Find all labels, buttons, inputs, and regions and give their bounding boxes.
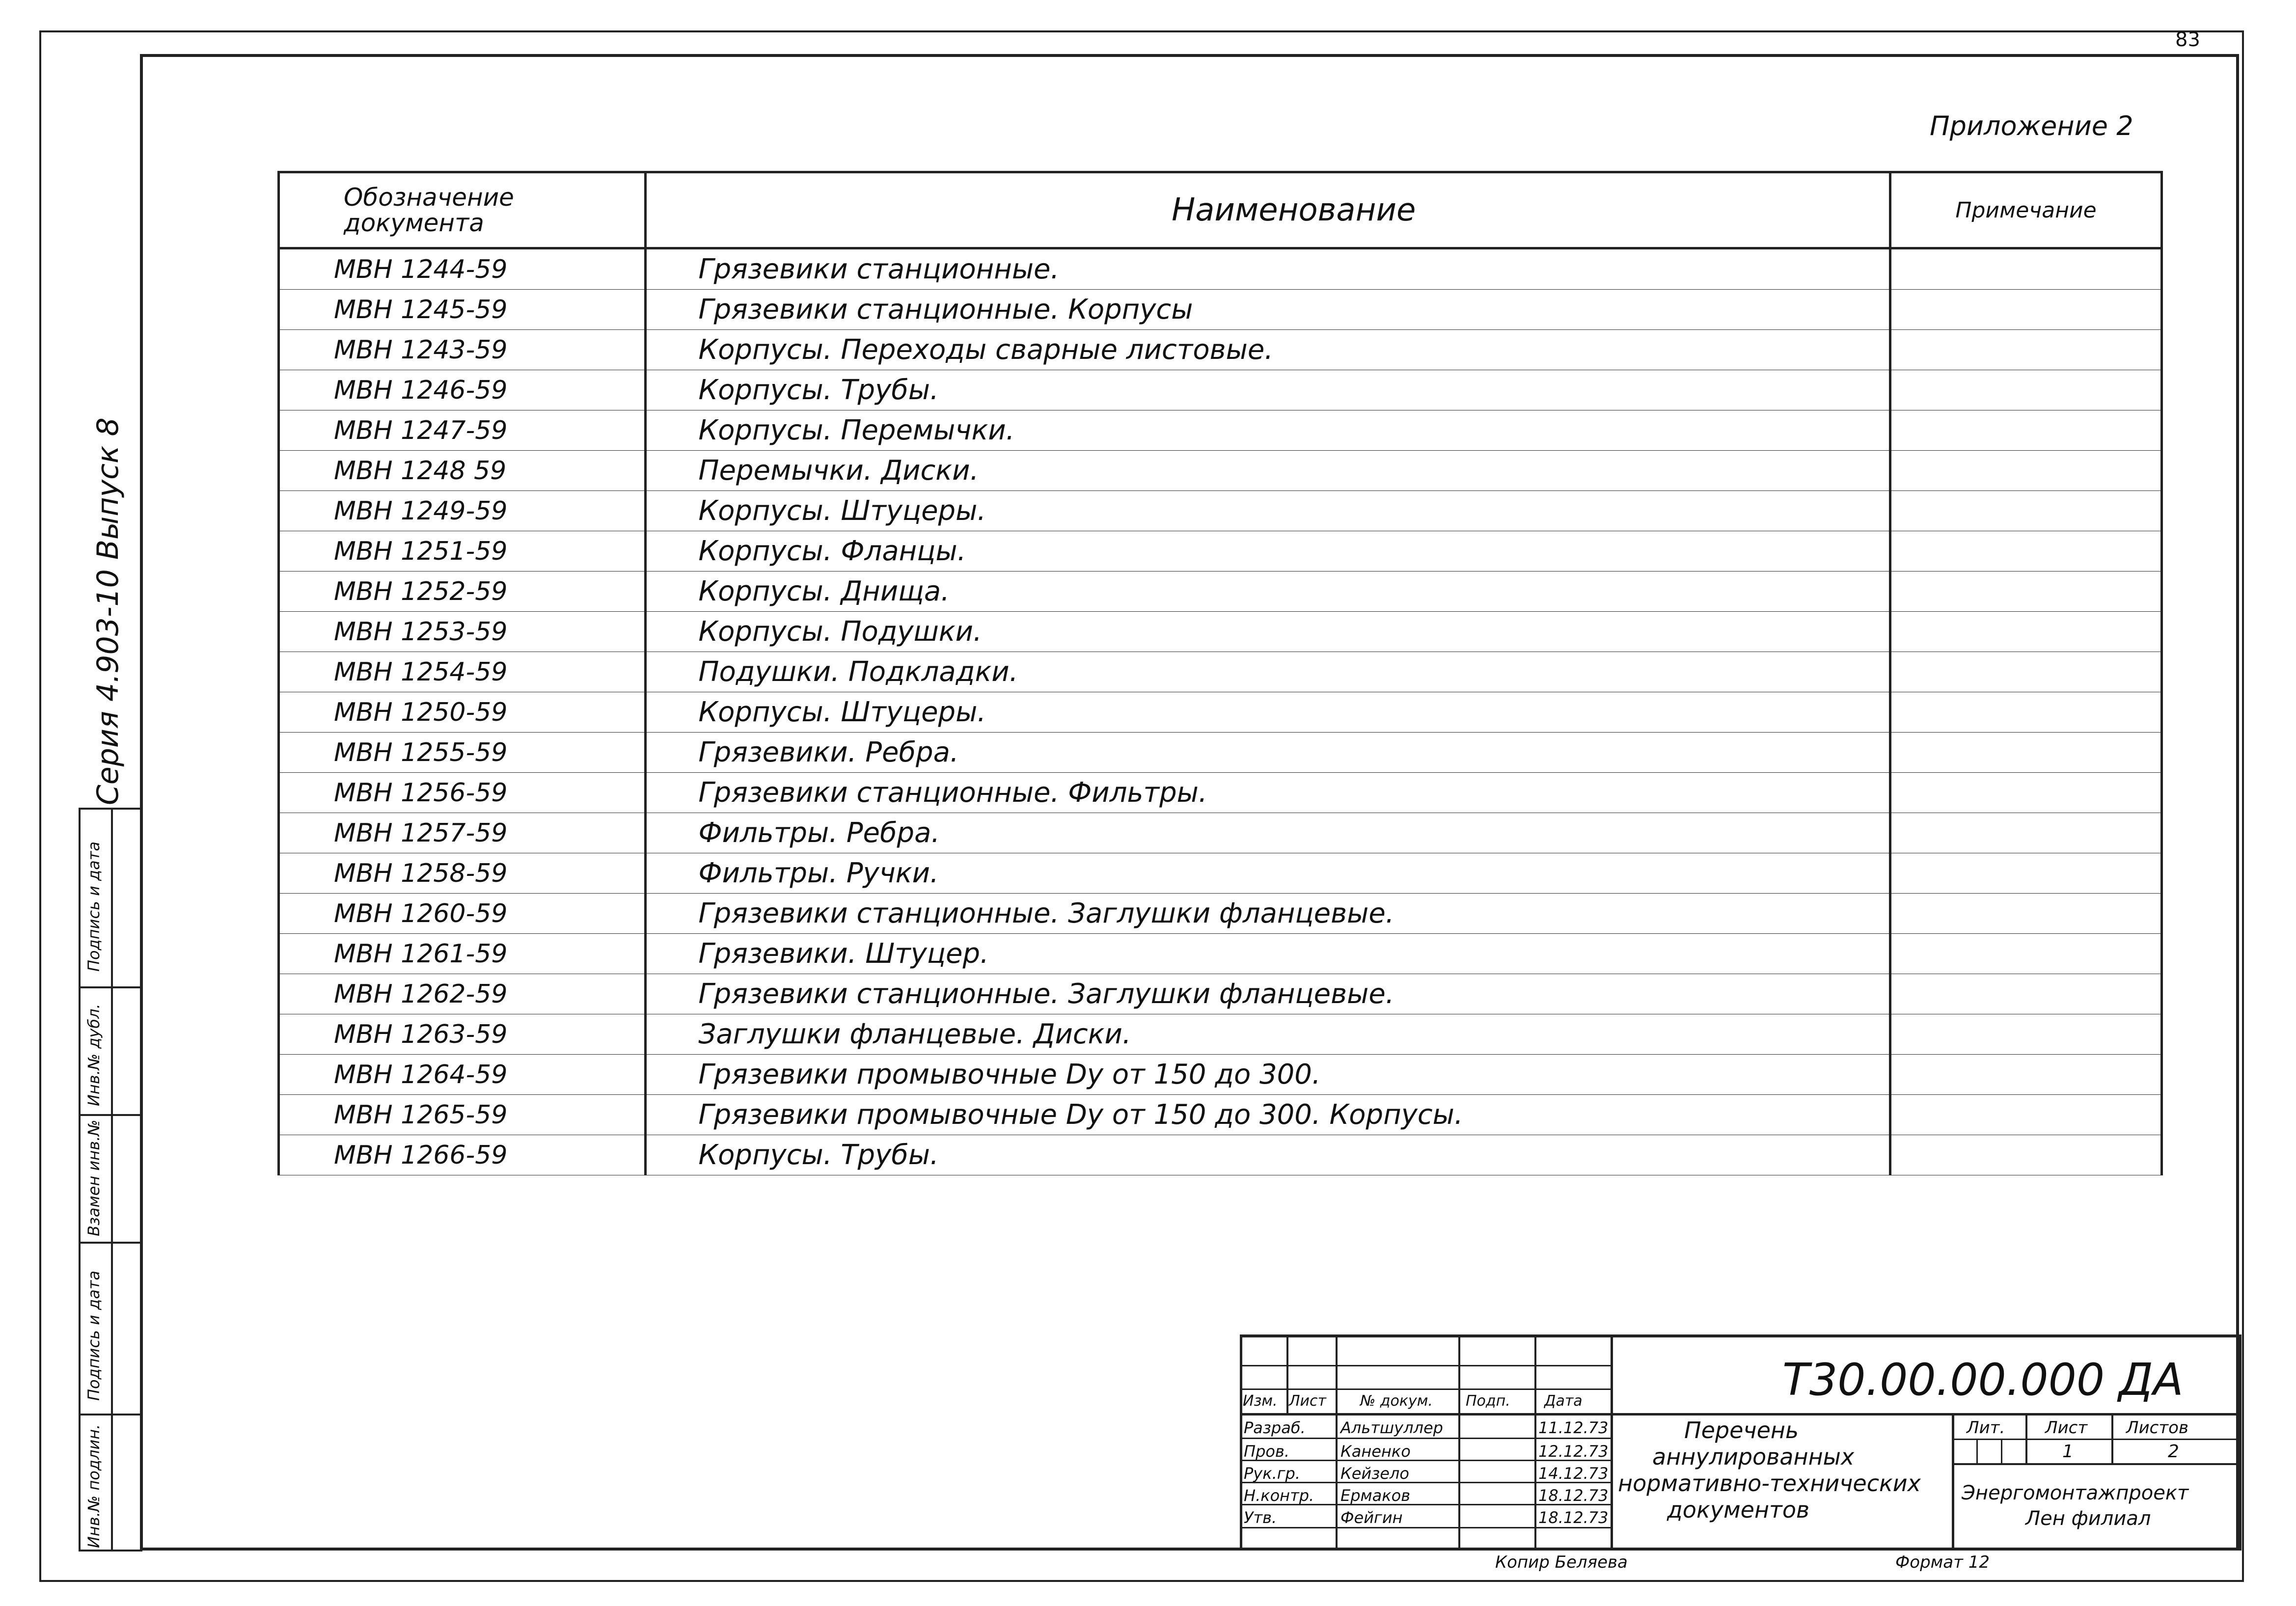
document-name: Корпусы. Штуцеры. — [646, 692, 1890, 733]
annulled-documents-table — [277, 171, 2163, 1175]
doc-title-line-3: нормативно-технических — [1618, 1470, 1921, 1497]
document-code: МВН 1244-59 — [279, 248, 646, 290]
document-note — [1890, 894, 2162, 934]
table-row — [279, 290, 2162, 330]
document-note — [1890, 451, 2162, 491]
role-name: Кейзело — [1340, 1464, 1409, 1483]
strip-label: Инв.№ подлин. — [84, 1424, 103, 1548]
role-date: 14.12.73 — [1538, 1464, 1609, 1483]
role-label: Н.контр. — [1244, 1486, 1314, 1505]
document-name: Корпусы. Подушки. — [646, 612, 1890, 652]
table-row — [279, 1055, 2162, 1095]
table-row — [279, 248, 2162, 290]
table-row — [279, 813, 2162, 853]
table-row — [279, 1014, 2162, 1055]
org-line-2: Лен филиал — [2025, 1507, 2151, 1530]
table-row — [279, 894, 2162, 934]
strip-label: Инв.№ дубл. — [84, 1004, 103, 1106]
table-row — [279, 733, 2162, 773]
document-note — [1890, 934, 2162, 974]
document-name: Заглушки фланцевые. Диски. — [646, 1014, 1890, 1055]
table-row — [279, 491, 2162, 531]
table-row — [279, 370, 2162, 410]
binding-strip — [79, 808, 142, 1552]
document-name: Корпусы. Днища. — [646, 572, 1890, 612]
document-note — [1890, 813, 2162, 853]
series-label: Серия 4.903-10 Выпуск 8 — [91, 417, 125, 805]
document-code: МВН 1261-59 — [279, 934, 646, 974]
doc-title-line-1: Перечень — [1684, 1417, 1799, 1443]
document-name: Грязевики станционные. Фильтры. — [646, 773, 1890, 813]
rev-header-sheet: Лист — [1289, 1392, 1327, 1410]
table-row — [279, 934, 2162, 974]
document-code: МВН 1248 59 — [279, 451, 646, 491]
document-note — [1890, 572, 2162, 612]
document-code: МВН 1246-59 — [279, 370, 646, 410]
document-note — [1890, 1055, 2162, 1095]
document-note — [1890, 853, 2162, 894]
table-row — [279, 652, 2162, 692]
role-label: Утв. — [1244, 1508, 1277, 1527]
rev-header-signature: Подп. — [1466, 1392, 1510, 1410]
sheet-label: Лист — [2045, 1418, 2088, 1438]
title-block — [1240, 1334, 2241, 1551]
document-name: Корпусы. Трубы. — [646, 370, 1890, 410]
document-note — [1890, 491, 2162, 531]
document-code: МВН 1266-59 — [279, 1135, 646, 1175]
document-code: МВН 1253-59 — [279, 612, 646, 652]
strip-cell-replaced-inv — [81, 1114, 140, 1242]
document-name: Грязевики станционные. — [646, 248, 1890, 290]
header-name: Наименование — [646, 172, 1890, 248]
document-note — [1890, 370, 2162, 410]
table-row — [279, 853, 2162, 894]
strip-label: Подпись и дата — [84, 841, 103, 972]
role-name: Фейгин — [1340, 1508, 1403, 1527]
strip-cell-signature-date — [81, 1242, 140, 1414]
role-name: Каненко — [1340, 1442, 1411, 1461]
document-note — [1890, 531, 2162, 572]
strip-cell-signature-date-top — [81, 810, 140, 986]
role-date: 12.12.73 — [1538, 1442, 1609, 1461]
role-label: Пров. — [1244, 1442, 1289, 1461]
table-row — [279, 572, 2162, 612]
strip-label: Подпись и дата — [84, 1270, 103, 1401]
document-name: Грязевики промывочные Dy от 150 до 300. — [646, 1055, 1890, 1095]
document-code: МВН 1245-59 — [279, 290, 646, 330]
document-code: МВН 1265-59 — [279, 1095, 646, 1135]
document-name: Корпусы. Переходы сварные листовые. — [646, 330, 1890, 370]
table-header-row — [279, 172, 2162, 248]
document-code: МВН 1251-59 — [279, 531, 646, 572]
document-code: МВН 1256-59 — [279, 773, 646, 813]
document-note — [1890, 248, 2162, 290]
table-row — [279, 773, 2162, 813]
table-row — [279, 1135, 2162, 1175]
role-date: 18.12.73 — [1538, 1486, 1609, 1505]
document-code: МВН 1262-59 — [279, 974, 646, 1014]
table-row — [279, 330, 2162, 370]
document-name: Корпусы. Трубы. — [646, 1135, 1890, 1175]
designation: Т30.00.00.000 ДА — [1782, 1354, 2184, 1406]
document-note — [1890, 330, 2162, 370]
document-name: Грязевики. Штуцер. — [646, 934, 1890, 974]
table-row — [279, 692, 2162, 733]
document-code: МВН 1257-59 — [279, 813, 646, 853]
document-code: МВН 1258-59 — [279, 853, 646, 894]
document-note — [1890, 773, 2162, 813]
document-note — [1890, 612, 2162, 652]
document-code: МВН 1264-59 — [279, 1055, 646, 1095]
document-name: Фильтры. Ребра. — [646, 813, 1890, 853]
table-row — [279, 410, 2162, 451]
header-note: Примечание — [1890, 172, 2162, 248]
document-name: Корпусы. Перемычки. — [646, 410, 1890, 451]
sheets-label: Листов — [2126, 1418, 2189, 1438]
document-code: МВН 1249-59 — [279, 491, 646, 531]
doc-title-line-4: документов — [1667, 1497, 1810, 1523]
table-row — [279, 1095, 2162, 1135]
document-code: МВН 1255-59 — [279, 733, 646, 773]
role-name: Альтшуллер — [1340, 1418, 1443, 1437]
document-code: МВН 1247-59 — [279, 410, 646, 451]
document-note — [1890, 1095, 2162, 1135]
sheet-number: 83 — [2175, 28, 2200, 51]
role-label: Разраб. — [1244, 1418, 1306, 1437]
table-row — [279, 612, 2162, 652]
rev-header-docnum: № докум. — [1360, 1392, 1433, 1410]
table-row — [279, 531, 2162, 572]
document-code: МВН 1254-59 — [279, 652, 646, 692]
document-note — [1890, 974, 2162, 1014]
document-note — [1890, 1014, 2162, 1055]
strip-cell-dup-inv — [81, 986, 140, 1114]
document-name: Грязевики станционные. Заглушки фланцевые. — [646, 894, 1890, 934]
document-note — [1890, 692, 2162, 733]
document-name: Грязевики промывочные Dy от 150 до 300. Корпусы. — [646, 1095, 1890, 1135]
header-code: Обозначение документа — [279, 172, 646, 248]
document-note — [1890, 290, 2162, 330]
role-name: Ермаков — [1340, 1486, 1411, 1505]
copied-by: Копир Беляева — [1495, 1552, 1628, 1572]
appendix-label: Приложение 2 — [1930, 110, 2133, 141]
sheet-value: 1 — [2062, 1442, 2074, 1462]
strip-cell-orig-inv — [81, 1414, 140, 1552]
document-code: МВН 1250-59 — [279, 692, 646, 733]
org-line-1: Энергомонтажпроект — [1962, 1482, 2189, 1504]
sheets-value: 2 — [2168, 1442, 2179, 1462]
role-date: 11.12.73 — [1538, 1418, 1609, 1437]
document-note — [1890, 1135, 2162, 1175]
document-note — [1890, 652, 2162, 692]
lit-label: Лит. — [1967, 1418, 2005, 1438]
document-name: Фильтры. Ручки. — [646, 853, 1890, 894]
rev-header-date: Дата — [1544, 1392, 1583, 1410]
document-note — [1890, 733, 2162, 773]
document-name: Корпусы. Штуцеры. — [646, 491, 1890, 531]
document-name: Грязевики станционные. Корпусы — [646, 290, 1890, 330]
format-label: Формат 12 — [1895, 1552, 1990, 1572]
table-row — [279, 451, 2162, 491]
table-row — [279, 974, 2162, 1014]
document-name: Корпусы. Фланцы. — [646, 531, 1890, 572]
rev-header-change: Изм. — [1243, 1392, 1278, 1410]
doc-title-line-2: аннулированных — [1652, 1443, 1855, 1470]
document-code: МВН 1252-59 — [279, 572, 646, 612]
document-note — [1890, 410, 2162, 451]
document-name: Грязевики станционные. Заглушки фланцевые. — [646, 974, 1890, 1014]
role-label: Рук.гр. — [1244, 1464, 1301, 1483]
document-name: Подушки. Подкладки. — [646, 652, 1890, 692]
document-code: МВН 1263-59 — [279, 1014, 646, 1055]
strip-label: Взамен инв.№ — [84, 1119, 103, 1236]
document-name: Грязевики. Ребра. — [646, 733, 1890, 773]
document-code: МВН 1243-59 — [279, 330, 646, 370]
role-date: 18.12.73 — [1538, 1508, 1609, 1527]
document-code: МВН 1260-59 — [279, 894, 646, 934]
document-name: Перемычки. Диски. — [646, 451, 1890, 491]
